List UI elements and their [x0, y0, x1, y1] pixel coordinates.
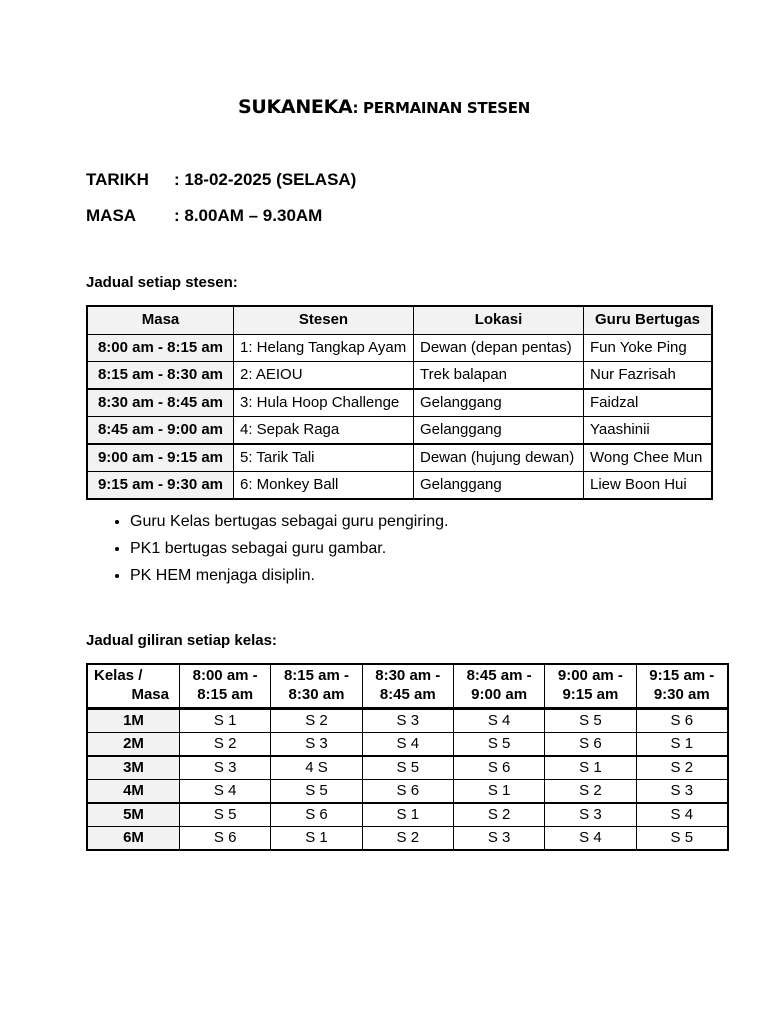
location-cell: Gelanggang: [414, 389, 584, 417]
location-cell: Dewan (depan pentas): [414, 335, 584, 362]
table-row: [87, 756, 728, 780]
station-cell: S 2: [362, 827, 453, 851]
column-header: Guru Bertugas: [584, 306, 713, 335]
corner-bottom: Masa: [131, 686, 169, 703]
teacher-cell: Liew Boon Hui: [584, 472, 713, 500]
location-cell: Gelanggang: [414, 472, 584, 500]
table-row: [87, 362, 712, 390]
notes-list: [108, 508, 448, 589]
station-cell: S 5: [545, 709, 636, 733]
teacher-cell: Nur Fazrisah: [584, 362, 713, 390]
station-cell: 3: Hula Hoop Challenge: [234, 389, 414, 417]
time-cell: 8:45 am - 9:00 am: [87, 417, 234, 445]
class-cell: 4M: [87, 780, 180, 804]
station-cell: S 3: [636, 780, 728, 804]
column-header: Masa: [87, 306, 234, 335]
station-cell: S 2: [271, 709, 362, 733]
time-header: 9:00 am - 9:15 am: [545, 664, 636, 709]
station-cell: S 2: [545, 780, 636, 804]
list-item: • PK1 bertugas sebagai guru gambar.: [130, 535, 448, 562]
corner-header: [87, 664, 180, 709]
station-cell: S 5: [271, 780, 362, 804]
station-cell: S 5: [362, 756, 453, 780]
time-cell: 8:00 am - 8:15 am: [87, 335, 234, 362]
date-value: : 18-02-2025 (SELASA): [174, 170, 357, 189]
station-cell: S 2: [636, 756, 728, 780]
time-label: MASA: [86, 206, 137, 225]
station-cell: S 4: [545, 827, 636, 851]
class-cell: 6M: [87, 827, 180, 851]
table-row: [87, 389, 712, 417]
table-row: [87, 335, 712, 362]
class-rotation-table: [86, 663, 729, 851]
class-cell: 2M: [87, 733, 180, 757]
station-cell: S 6: [180, 827, 271, 851]
station-cell: 5: Tarik Tali: [234, 444, 414, 472]
station-cell: 4: Sepak Raga: [234, 417, 414, 445]
time-header: 8:00 am - 8:15 am: [180, 664, 271, 709]
title-sub: : PERMAINAN STESEN: [352, 99, 530, 117]
table-row: [87, 803, 728, 827]
list-item: • Guru Kelas bertugas sebagai guru pengiring.: [130, 508, 448, 535]
station-cell: 1: Helang Tangkap Ayam: [234, 335, 414, 362]
time-header: 9:15 am - 9:30 am: [636, 664, 728, 709]
table-header-row: [87, 306, 712, 335]
location-cell: Gelanggang: [414, 417, 584, 445]
station-cell: S 6: [545, 733, 636, 757]
station-schedule-heading: Jadual setiap stesen:: [86, 274, 238, 291]
teacher-cell: Yaashinii: [584, 417, 713, 445]
station-cell: S 6: [636, 709, 728, 733]
table-row: [87, 733, 728, 757]
table-row: [87, 472, 712, 500]
station-cell: S 4: [636, 803, 728, 827]
station-cell: S 6: [271, 803, 362, 827]
teacher-cell: Faidzal: [584, 389, 713, 417]
time-header: 8:15 am - 8:30 am: [271, 664, 362, 709]
list-item: • PK HEM menjaga disiplin.: [130, 562, 448, 589]
station-cell: S 3: [545, 803, 636, 827]
class-cell: 1M: [87, 709, 180, 733]
document-title: [0, 96, 768, 118]
station-cell: S 2: [180, 733, 271, 757]
station-cell: S 1: [180, 709, 271, 733]
time-cell: 8:30 am - 8:45 am: [87, 389, 234, 417]
station-cell: S 6: [453, 756, 544, 780]
station-cell: S 4: [362, 733, 453, 757]
time-header: 8:30 am - 8:45 am: [362, 664, 453, 709]
class-rotation-heading: Jadual giliran setiap kelas:: [86, 632, 277, 649]
location-cell: Dewan (hujung dewan): [414, 444, 584, 472]
table-row: [87, 709, 728, 733]
station-cell: S 1: [453, 780, 544, 804]
teacher-cell: Wong Chee Mun: [584, 444, 713, 472]
station-cell: S 5: [180, 803, 271, 827]
station-cell: S 1: [545, 756, 636, 780]
table-row: [87, 417, 712, 445]
class-cell: 3M: [87, 756, 180, 780]
table-row: [87, 827, 728, 851]
station-cell: S 5: [453, 733, 544, 757]
time-cell: 9:00 am - 9:15 am: [87, 444, 234, 472]
station-cell: 6: Monkey Ball: [234, 472, 414, 500]
station-cell: S 6: [362, 780, 453, 804]
station-cell: 2: AEIOU: [234, 362, 414, 390]
station-cell: S 3: [362, 709, 453, 733]
column-header: Stesen: [234, 306, 414, 335]
time-value: : 8.00AM – 9.30AM: [174, 206, 323, 225]
table-row: [87, 780, 728, 804]
info-date: [86, 170, 356, 190]
time-header: 8:45 am - 9:00 am: [453, 664, 544, 709]
station-cell: S 3: [271, 733, 362, 757]
class-cell: 5M: [87, 803, 180, 827]
station-cell: S 3: [453, 827, 544, 851]
station-cell: S 1: [271, 827, 362, 851]
station-cell: S 3: [180, 756, 271, 780]
title-main: SUKANEKA: [237, 96, 353, 118]
location-cell: Trek balapan: [414, 362, 584, 390]
corner-top: Kelas /: [94, 667, 143, 685]
time-cell: 9:15 am - 9:30 am: [87, 472, 234, 500]
station-cell: 4 S: [271, 756, 362, 780]
teacher-cell: Fun Yoke Ping: [584, 335, 713, 362]
table-row: [87, 444, 712, 472]
column-header: Lokasi: [414, 306, 584, 335]
info-time: [86, 206, 322, 226]
station-cell: S 1: [636, 733, 728, 757]
station-cell: S 4: [180, 780, 271, 804]
station-schedule-table: [86, 305, 713, 500]
station-cell: S 1: [362, 803, 453, 827]
date-label: TARIKH: [86, 170, 149, 189]
time-cell: 8:15 am - 8:30 am: [87, 362, 234, 390]
station-cell: S 2: [453, 803, 544, 827]
table-header-row: [87, 664, 728, 709]
station-cell: S 4: [453, 709, 544, 733]
station-cell: S 5: [636, 827, 728, 851]
